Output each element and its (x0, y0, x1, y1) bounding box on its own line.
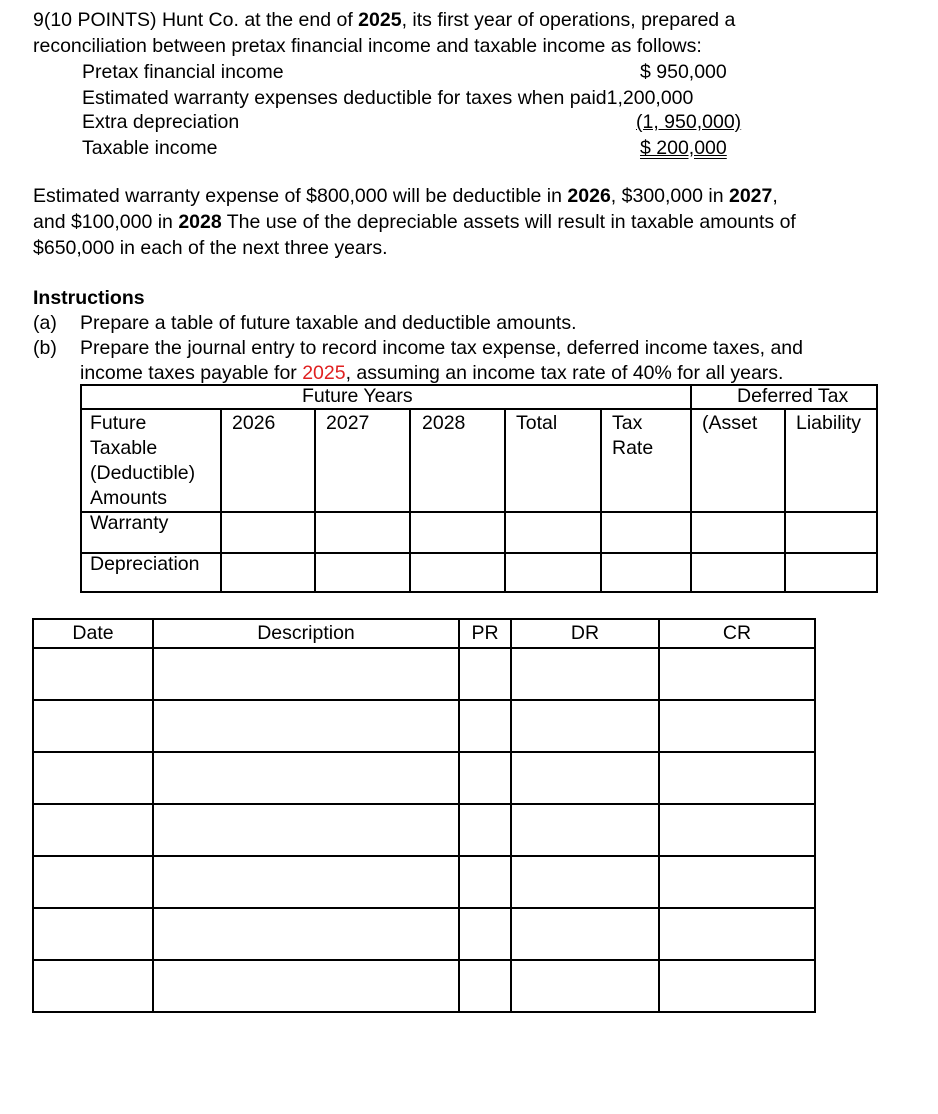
problem-line-2: reconciliation between pretax financial income and taxable income as follows: (33, 35, 702, 57)
table-grid-line (409, 409, 411, 593)
journal-pr-cell[interactable] (459, 700, 511, 752)
col-header-taxable: Taxable (90, 437, 158, 459)
instruction-b-marker: (b) (33, 337, 57, 359)
journal-header-dr: DR (511, 619, 659, 648)
table-grid-line (876, 384, 878, 593)
journal-header-date: Date (33, 619, 153, 648)
recon-value-depreciation: (1, 950,000) (636, 111, 742, 133)
journal-dr-cell[interactable] (511, 960, 659, 1012)
journal-dr-cell[interactable] (511, 856, 659, 908)
col-header-liability: Liability (796, 412, 862, 434)
journal-row (33, 752, 815, 804)
journal-pr-cell[interactable] (459, 648, 511, 700)
journal-cr-cell[interactable] (659, 908, 815, 960)
journal-date-cell[interactable] (33, 856, 153, 908)
journal-row (33, 960, 815, 1012)
col-header-future: Future (90, 412, 147, 434)
journal-pr-cell[interactable] (459, 908, 511, 960)
recon-label-depreciation: Extra depreciation (82, 111, 240, 133)
journal-description-cell[interactable] (153, 804, 459, 856)
col-header-tax: Tax (612, 412, 643, 434)
table-grid-line (314, 409, 316, 593)
journal-row (33, 700, 815, 752)
journal-header-cr: CR (659, 619, 815, 648)
journal-dr-cell[interactable] (511, 804, 659, 856)
table-grid-line (80, 408, 878, 410)
journal-pr-cell[interactable] (459, 856, 511, 908)
journal-pr-cell[interactable] (459, 804, 511, 856)
instructions-heading: Instructions (33, 287, 145, 309)
journal-cr-cell[interactable] (659, 856, 815, 908)
journal-cr-cell[interactable] (659, 648, 815, 700)
row-label-depreciation: Depreciation (90, 553, 200, 575)
col-header-2027: 2027 (326, 412, 370, 434)
col-header-2026: 2026 (232, 412, 276, 434)
table-grid-line (80, 384, 82, 593)
col-header-total: Total (516, 412, 558, 434)
recon-value-pretax: $ 950,000 (640, 61, 727, 83)
journal-pr-cell[interactable] (459, 752, 511, 804)
journal-row (33, 856, 815, 908)
journal-row (33, 804, 815, 856)
journal-dr-cell[interactable] (511, 648, 659, 700)
journal-cr-cell[interactable] (659, 752, 815, 804)
journal-description-cell[interactable] (153, 960, 459, 1012)
col-header-asset: (Asset (702, 412, 758, 434)
journal-cr-cell[interactable] (659, 700, 815, 752)
recon-label-pretax: Pretax financial income (82, 61, 284, 83)
journal-row (33, 648, 815, 700)
col-header-rate: Rate (612, 437, 654, 459)
journal-date-cell[interactable] (33, 908, 153, 960)
group-header-deferred-tax: Deferred Tax (737, 385, 849, 407)
journal-row (33, 908, 815, 960)
table-grid-line (600, 409, 602, 593)
journal-description-cell[interactable] (153, 700, 459, 752)
col-header-amounts: Amounts (90, 487, 167, 509)
recon-label-taxable: Taxable income (82, 137, 218, 159)
table-grid-line (504, 409, 506, 593)
journal-header-pr: PR (459, 619, 511, 648)
journal-pr-cell[interactable] (459, 960, 511, 1012)
table-grid-line (80, 552, 878, 554)
journal-date-cell[interactable] (33, 648, 153, 700)
instruction-a-marker: (a) (33, 312, 57, 334)
journal-description-cell[interactable] (153, 856, 459, 908)
recon-value-taxable: $ 200,000 (640, 137, 727, 159)
journal-header-description: Description (153, 619, 459, 648)
col-header-2028: 2028 (422, 412, 466, 434)
journal-dr-cell[interactable] (511, 700, 659, 752)
journal-date-cell[interactable] (33, 804, 153, 856)
journal-cr-cell[interactable] (659, 960, 815, 1012)
paragraph-line-3: $650,000 in each of the next three years. (33, 237, 388, 259)
table-grid-line (80, 591, 878, 593)
journal-description-cell[interactable] (153, 752, 459, 804)
table-grid-line (220, 409, 222, 593)
journal-header-row (33, 619, 815, 648)
recon-label-warranty: Estimated warranty expenses deductible for taxes when paid1,200,000 (82, 87, 694, 109)
recon-value-warranty: 1,200,000 (606, 87, 694, 109)
paragraph-line-2: and $100,000 in 2028 The use of the depreciable assets will result in taxable amounts of (33, 211, 796, 233)
instruction-a-text: Prepare a table of future taxable and deductible amounts. (80, 312, 577, 334)
table-grid-line (690, 384, 692, 593)
journal-date-cell[interactable] (33, 752, 153, 804)
col-header-deductible: (Deductible) (90, 462, 196, 484)
table-grid-line (80, 511, 878, 513)
journal-date-cell[interactable] (33, 960, 153, 1012)
instruction-b-text-line-1: Prepare the journal entry to record income tax expense, deferred income taxes, and (80, 337, 803, 359)
journal-date-cell[interactable] (33, 700, 153, 752)
journal-entry-table (32, 618, 816, 1013)
problem-line-1: 9(10 POINTS) Hunt Co. at the end of 2025, its first year of operations, prepared a (33, 9, 736, 31)
instruction-b-text-line-2: income taxes payable for 2025, assuming an income tax rate of 40% for all years. (80, 362, 784, 384)
row-label-warranty: Warranty (90, 512, 169, 534)
journal-dr-cell[interactable] (511, 752, 659, 804)
journal-cr-cell[interactable] (659, 804, 815, 856)
journal-body (33, 648, 815, 1012)
group-header-future-years: Future Years (302, 385, 413, 407)
journal-dr-cell[interactable] (511, 908, 659, 960)
paragraph-line-1: Estimated warranty expense of $800,000 will be deductible in 2026, $300,000 in 2027, (33, 185, 778, 207)
table-grid-line (784, 409, 786, 593)
journal-description-cell[interactable] (153, 908, 459, 960)
journal-description-cell[interactable] (153, 648, 459, 700)
